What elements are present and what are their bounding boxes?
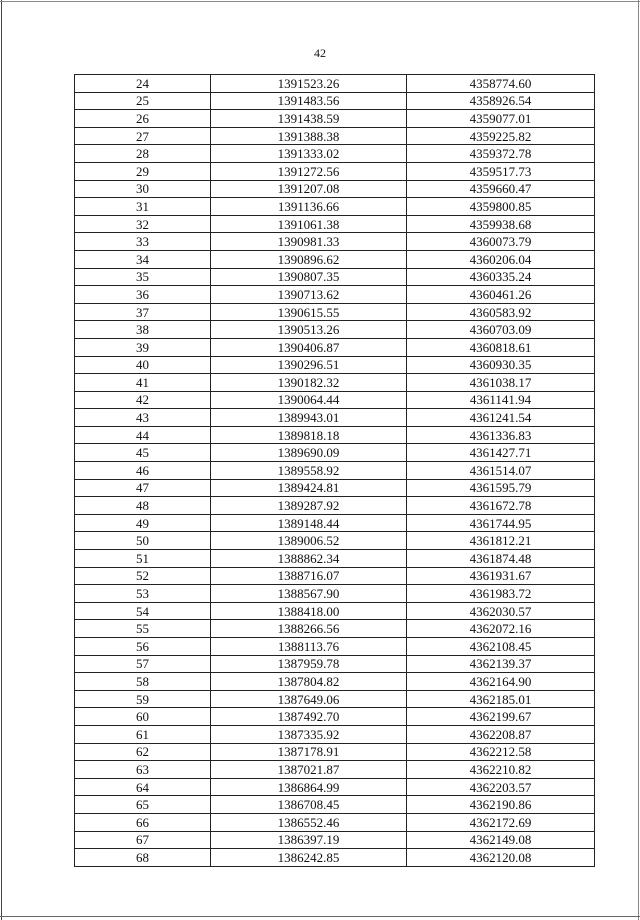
x-coordinate-cell: 1388418.00 xyxy=(211,602,407,620)
x-coordinate-cell: 1391207.08 xyxy=(211,180,407,198)
table-row xyxy=(75,567,595,585)
point-number-cell: 52 xyxy=(75,567,211,585)
point-number-cell: 62 xyxy=(75,743,211,761)
y-coordinate-cell: 4361141.94 xyxy=(407,391,595,409)
point-number-cell: 56 xyxy=(75,638,211,656)
x-coordinate-cell: 1390981.33 xyxy=(211,233,407,251)
x-coordinate-cell: 1389006.52 xyxy=(211,532,407,550)
x-coordinate-cell: 1387649.06 xyxy=(211,690,407,708)
table-row xyxy=(75,462,595,480)
point-number-cell: 40 xyxy=(75,356,211,374)
y-coordinate-cell: 4362072.16 xyxy=(407,620,595,638)
table-row xyxy=(75,409,595,427)
table-row xyxy=(75,708,595,726)
x-coordinate-cell: 1391388.38 xyxy=(211,127,407,145)
x-coordinate-cell: 1391523.26 xyxy=(211,75,407,93)
table-row xyxy=(75,127,595,145)
y-coordinate-cell: 4361514.07 xyxy=(407,462,595,480)
table-row xyxy=(75,233,595,251)
x-coordinate-cell: 1386552.46 xyxy=(211,813,407,831)
table-row xyxy=(75,145,595,163)
y-coordinate-cell: 4359225.82 xyxy=(407,127,595,145)
point-number-cell: 59 xyxy=(75,690,211,708)
table-row xyxy=(75,426,595,444)
point-number-cell: 65 xyxy=(75,796,211,814)
x-coordinate-cell: 1391061.38 xyxy=(211,215,407,233)
x-coordinate-cell: 1389558.92 xyxy=(211,462,407,480)
x-coordinate-cell: 1387178.91 xyxy=(211,743,407,761)
table-row xyxy=(75,303,595,321)
point-number-cell: 38 xyxy=(75,321,211,339)
y-coordinate-cell: 4362185.01 xyxy=(407,690,595,708)
x-coordinate-cell: 1390064.44 xyxy=(211,391,407,409)
x-coordinate-cell: 1387804.82 xyxy=(211,673,407,691)
table-row xyxy=(75,831,595,849)
x-coordinate-cell: 1390615.55 xyxy=(211,303,407,321)
x-coordinate-cell: 1390406.87 xyxy=(211,338,407,356)
y-coordinate-cell: 4361874.48 xyxy=(407,550,595,568)
scan-top-edge xyxy=(0,1,640,2)
x-coordinate-cell: 1390807.35 xyxy=(211,268,407,286)
point-number-cell: 28 xyxy=(75,145,211,163)
y-coordinate-cell: 4362172.69 xyxy=(407,813,595,831)
x-coordinate-cell: 1386864.99 xyxy=(211,778,407,796)
table-row xyxy=(75,638,595,656)
table-row xyxy=(75,585,595,603)
table-row xyxy=(75,180,595,198)
table-row xyxy=(75,602,595,620)
y-coordinate-cell: 4362199.67 xyxy=(407,708,595,726)
x-coordinate-cell: 1387492.70 xyxy=(211,708,407,726)
point-number-cell: 41 xyxy=(75,374,211,392)
point-number-cell: 43 xyxy=(75,409,211,427)
y-coordinate-cell: 4362139.37 xyxy=(407,655,595,673)
table-row xyxy=(75,690,595,708)
table-row xyxy=(75,321,595,339)
table-row xyxy=(75,796,595,814)
y-coordinate-cell: 4359372.78 xyxy=(407,145,595,163)
table-row xyxy=(75,743,595,761)
y-coordinate-cell: 4360335.24 xyxy=(407,268,595,286)
y-coordinate-cell: 4361744.95 xyxy=(407,514,595,532)
x-coordinate-cell: 1390182.32 xyxy=(211,374,407,392)
coordinates-table-body xyxy=(75,75,595,867)
x-coordinate-cell: 1390296.51 xyxy=(211,356,407,374)
table-row xyxy=(75,162,595,180)
point-number-cell: 34 xyxy=(75,250,211,268)
table-row xyxy=(75,479,595,497)
x-coordinate-cell: 1389943.01 xyxy=(211,409,407,427)
point-number-cell: 68 xyxy=(75,849,211,867)
point-number-cell: 51 xyxy=(75,550,211,568)
point-number-cell: 25 xyxy=(75,92,211,110)
table-row xyxy=(75,620,595,638)
table-row xyxy=(75,673,595,691)
point-number-cell: 37 xyxy=(75,303,211,321)
y-coordinate-cell: 4362164.90 xyxy=(407,673,595,691)
x-coordinate-cell: 1389148.44 xyxy=(211,514,407,532)
point-number-cell: 45 xyxy=(75,444,211,462)
y-coordinate-cell: 4360703.09 xyxy=(407,321,595,339)
y-coordinate-cell: 4362108.45 xyxy=(407,638,595,656)
y-coordinate-cell: 4361931.67 xyxy=(407,567,595,585)
y-coordinate-cell: 4360206.04 xyxy=(407,250,595,268)
table-row xyxy=(75,550,595,568)
x-coordinate-cell: 1391438.59 xyxy=(211,110,407,128)
table-row xyxy=(75,92,595,110)
x-coordinate-cell: 1386397.19 xyxy=(211,831,407,849)
y-coordinate-cell: 4361038.17 xyxy=(407,374,595,392)
table-row xyxy=(75,391,595,409)
point-number-cell: 60 xyxy=(75,708,211,726)
table-row xyxy=(75,761,595,779)
y-coordinate-cell: 4361983.72 xyxy=(407,585,595,603)
table-row xyxy=(75,655,595,673)
y-coordinate-cell: 4360930.35 xyxy=(407,356,595,374)
y-coordinate-cell: 4362030.57 xyxy=(407,602,595,620)
x-coordinate-cell: 1388862.34 xyxy=(211,550,407,568)
y-coordinate-cell: 4359800.85 xyxy=(407,198,595,216)
point-number-cell: 27 xyxy=(75,127,211,145)
point-number-cell: 54 xyxy=(75,602,211,620)
point-number-cell: 53 xyxy=(75,585,211,603)
point-number-cell: 55 xyxy=(75,620,211,638)
point-number-cell: 24 xyxy=(75,75,211,93)
point-number-cell: 36 xyxy=(75,286,211,304)
y-coordinate-cell: 4362190.86 xyxy=(407,796,595,814)
x-coordinate-cell: 1388266.56 xyxy=(211,620,407,638)
x-coordinate-cell: 1387959.78 xyxy=(211,655,407,673)
table-row xyxy=(75,215,595,233)
table-row xyxy=(75,532,595,550)
table-row xyxy=(75,778,595,796)
y-coordinate-cell: 4359938.68 xyxy=(407,215,595,233)
point-number-cell: 31 xyxy=(75,198,211,216)
table-row xyxy=(75,514,595,532)
x-coordinate-cell: 1391333.02 xyxy=(211,145,407,163)
point-number-cell: 26 xyxy=(75,110,211,128)
y-coordinate-cell: 4360818.61 xyxy=(407,338,595,356)
x-coordinate-cell: 1386708.45 xyxy=(211,796,407,814)
y-coordinate-cell: 4360583.92 xyxy=(407,303,595,321)
point-number-cell: 30 xyxy=(75,180,211,198)
point-number-cell: 50 xyxy=(75,532,211,550)
table-row xyxy=(75,198,595,216)
scan-bottom-edge xyxy=(0,916,640,917)
point-number-cell: 61 xyxy=(75,725,211,743)
table-row xyxy=(75,268,595,286)
y-coordinate-cell: 4361427.71 xyxy=(407,444,595,462)
table-row xyxy=(75,110,595,128)
y-coordinate-cell: 4358926.54 xyxy=(407,92,595,110)
table-row xyxy=(75,444,595,462)
point-number-cell: 64 xyxy=(75,778,211,796)
point-number-cell: 33 xyxy=(75,233,211,251)
point-number-cell: 57 xyxy=(75,655,211,673)
x-coordinate-cell: 1391483.56 xyxy=(211,92,407,110)
y-coordinate-cell: 4358774.60 xyxy=(407,75,595,93)
x-coordinate-cell: 1391272.56 xyxy=(211,162,407,180)
x-coordinate-cell: 1388113.76 xyxy=(211,638,407,656)
y-coordinate-cell: 4362120.08 xyxy=(407,849,595,867)
x-coordinate-cell: 1389424.81 xyxy=(211,479,407,497)
x-coordinate-cell: 1386242.85 xyxy=(211,849,407,867)
y-coordinate-cell: 4361336.83 xyxy=(407,426,595,444)
x-coordinate-cell: 1390713.62 xyxy=(211,286,407,304)
x-coordinate-cell: 1389690.09 xyxy=(211,444,407,462)
y-coordinate-cell: 4361672.78 xyxy=(407,497,595,515)
point-number-cell: 58 xyxy=(75,673,211,691)
y-coordinate-cell: 4362149.08 xyxy=(407,831,595,849)
table-row xyxy=(75,849,595,867)
y-coordinate-cell: 4359660.47 xyxy=(407,180,595,198)
point-number-cell: 35 xyxy=(75,268,211,286)
y-coordinate-cell: 4359517.73 xyxy=(407,162,595,180)
point-number-cell: 46 xyxy=(75,462,211,480)
y-coordinate-cell: 4359077.01 xyxy=(407,110,595,128)
x-coordinate-cell: 1387021.87 xyxy=(211,761,407,779)
y-coordinate-cell: 4362210.82 xyxy=(407,761,595,779)
table-row xyxy=(75,75,595,93)
point-number-cell: 67 xyxy=(75,831,211,849)
y-coordinate-cell: 4362208.87 xyxy=(407,725,595,743)
x-coordinate-cell: 1388716.07 xyxy=(211,567,407,585)
table-row xyxy=(75,338,595,356)
y-coordinate-cell: 4360073.79 xyxy=(407,233,595,251)
point-number-cell: 48 xyxy=(75,497,211,515)
x-coordinate-cell: 1390513.26 xyxy=(211,321,407,339)
point-number-cell: 63 xyxy=(75,761,211,779)
point-number-cell: 44 xyxy=(75,426,211,444)
table-row xyxy=(75,250,595,268)
y-coordinate-cell: 4362203.57 xyxy=(407,778,595,796)
y-coordinate-cell: 4361812.21 xyxy=(407,532,595,550)
scan-right-edge xyxy=(638,0,639,920)
y-coordinate-cell: 4362212.58 xyxy=(407,743,595,761)
x-coordinate-cell: 1389287.92 xyxy=(211,497,407,515)
point-number-cell: 29 xyxy=(75,162,211,180)
table-row xyxy=(75,374,595,392)
table-row xyxy=(75,356,595,374)
y-coordinate-cell: 4360461.26 xyxy=(407,286,595,304)
point-number-cell: 42 xyxy=(75,391,211,409)
page-number: 42 xyxy=(314,46,326,60)
x-coordinate-cell: 1390896.62 xyxy=(211,250,407,268)
coordinates-table xyxy=(74,74,595,867)
x-coordinate-cell: 1387335.92 xyxy=(211,725,407,743)
x-coordinate-cell: 1391136.66 xyxy=(211,198,407,216)
point-number-cell: 66 xyxy=(75,813,211,831)
point-number-cell: 49 xyxy=(75,514,211,532)
point-number-cell: 47 xyxy=(75,479,211,497)
y-coordinate-cell: 4361241.54 xyxy=(407,409,595,427)
scan-left-edge xyxy=(1,0,2,920)
point-number-cell: 39 xyxy=(75,338,211,356)
table-row xyxy=(75,813,595,831)
x-coordinate-cell: 1389818.18 xyxy=(211,426,407,444)
x-coordinate-cell: 1388567.90 xyxy=(211,585,407,603)
y-coordinate-cell: 4361595.79 xyxy=(407,479,595,497)
table-row xyxy=(75,286,595,304)
table-row xyxy=(75,497,595,515)
point-number-cell: 32 xyxy=(75,215,211,233)
table-row xyxy=(75,725,595,743)
